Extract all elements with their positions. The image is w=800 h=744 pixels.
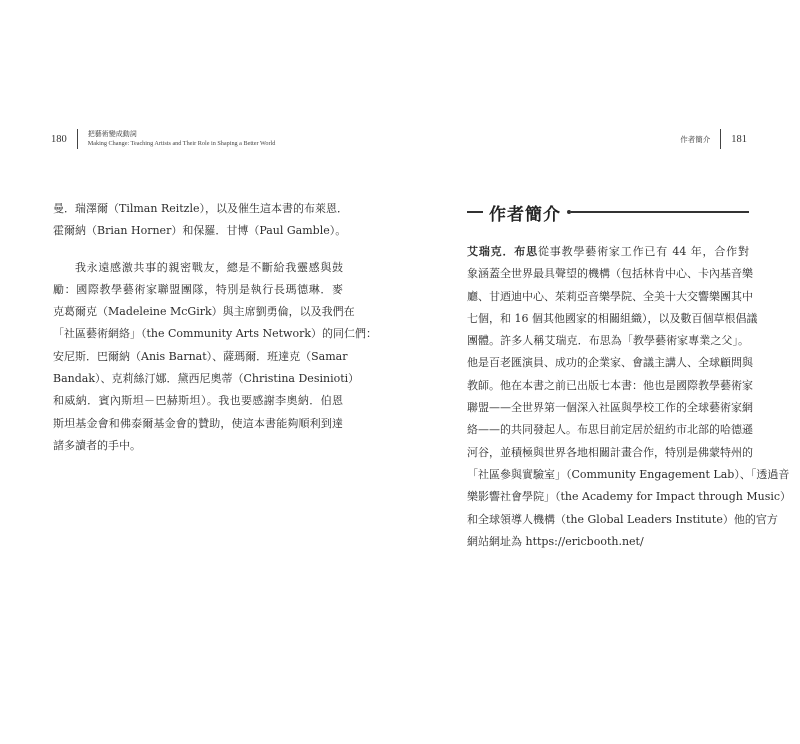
heading-rule: [571, 211, 749, 212]
text-line: 象涵蓋全世界最具聲望的機構（包括林肯中心、卡內基音樂: [467, 267, 753, 281]
text-line: 安尼斯．巴爾納（Anis Barnat）、薩瑪爾．班達克（Samar: [53, 349, 348, 363]
text-line: 曼．瑞澤爾（Tilman Reitzle），以及催生這本書的布萊恩．: [53, 202, 348, 215]
book-subtitle: Making Change: Teaching Artists and Their Role in Shaping a Better World: [87, 140, 276, 147]
left-running-header: [51, 129, 275, 149]
text-line-rest: 從事教學藝術家工作已有 44 年，合作對: [537, 245, 750, 258]
text-line: 霍爾納（Brian Horner）和保羅．甘博（Paul Gamble）。: [53, 224, 347, 238]
text-line: 和威納．賓內斯坦－巴赫斯坦）。我也要感謝李奧納．伯恩: [53, 394, 343, 408]
author-bio-text: [467, 241, 792, 553]
text-line: [467, 241, 749, 263]
text-line: 勵：國際教學藝術家聯盟團隊，特別是執行長瑪德琳．麥: [53, 282, 343, 296]
heading-title: 作者簡介: [489, 204, 561, 225]
text-line: 廳、甘迺迪中心、茱莉亞音樂學院、全美十大交響樂團其中: [467, 289, 753, 303]
text-line: Bandak）、克莉絲汀娜．黛西尼奧蒂（Christina Desinioti）: [53, 372, 360, 386]
book-title: 把藝術變成動詞: [87, 130, 137, 138]
running-section-name: 作者簡介: [680, 134, 711, 144]
text-line: 和全球領導人機構（the Global Leaders Institute）他的官方: [467, 512, 778, 526]
text-line: 他是百老匯演員、成功的企業家、會議主講人、全球顧問與: [467, 356, 753, 370]
text-line: 網站網址為 https://ericbooth.net/: [467, 534, 644, 548]
text-line: 河谷，並積極與世界各地相關計畫合作，特別是佛蒙特州的: [467, 445, 753, 459]
section-heading: [467, 199, 749, 225]
text-line: 斯坦基金會和佛泰爾基金會的贊助，使這本書能夠順利到達: [53, 416, 343, 430]
text-line: 樂影響社會學院」（the Academy for Impact through Music）: [467, 490, 792, 504]
right-running-header: [680, 129, 747, 149]
text-line: 克葛爾克（Madeleine McGirk）與主席劉勇倫，以及我們在: [53, 305, 355, 319]
right-page-number: 181: [731, 133, 747, 145]
text-line: 「社區參與實驗室」（Community Engagement Lab）、「透過音: [467, 467, 790, 481]
header-divider: [77, 129, 78, 149]
text-line: 諸多讀者的手中。: [53, 438, 141, 452]
author-name: 艾瑞克．布思: [467, 245, 538, 258]
text-line: 聯盟——全世界第一個深入社區與學校工作的全球藝術家網: [467, 401, 753, 415]
text-line: 教師。他在本書之前已出版七本書：他也是國際教學藝術家: [467, 378, 753, 392]
text-line: 「社區藝術網絡」（the Community Arts Network）的同仁們：: [53, 327, 378, 341]
header-divider: [720, 129, 721, 149]
left-page-number: 180: [51, 133, 67, 145]
text-line: 絡——的共同發起人。布思目前定居於紐約市北部的哈德遜: [467, 423, 753, 437]
acknowledgements-text: [53, 198, 378, 457]
heading-dash: [467, 211, 483, 212]
text-line: 團體。許多人稱艾瑞克．布思為「教學藝術家專業之父」。: [467, 334, 749, 348]
text-line: 我永遠感激共事的親密戰友，總是不斷給我靈感與鼓: [75, 260, 343, 274]
book-title-block: [88, 129, 276, 149]
text-line: 七個，和 16 個其他國家的相關組織），以及數百個草根倡議: [467, 311, 758, 325]
